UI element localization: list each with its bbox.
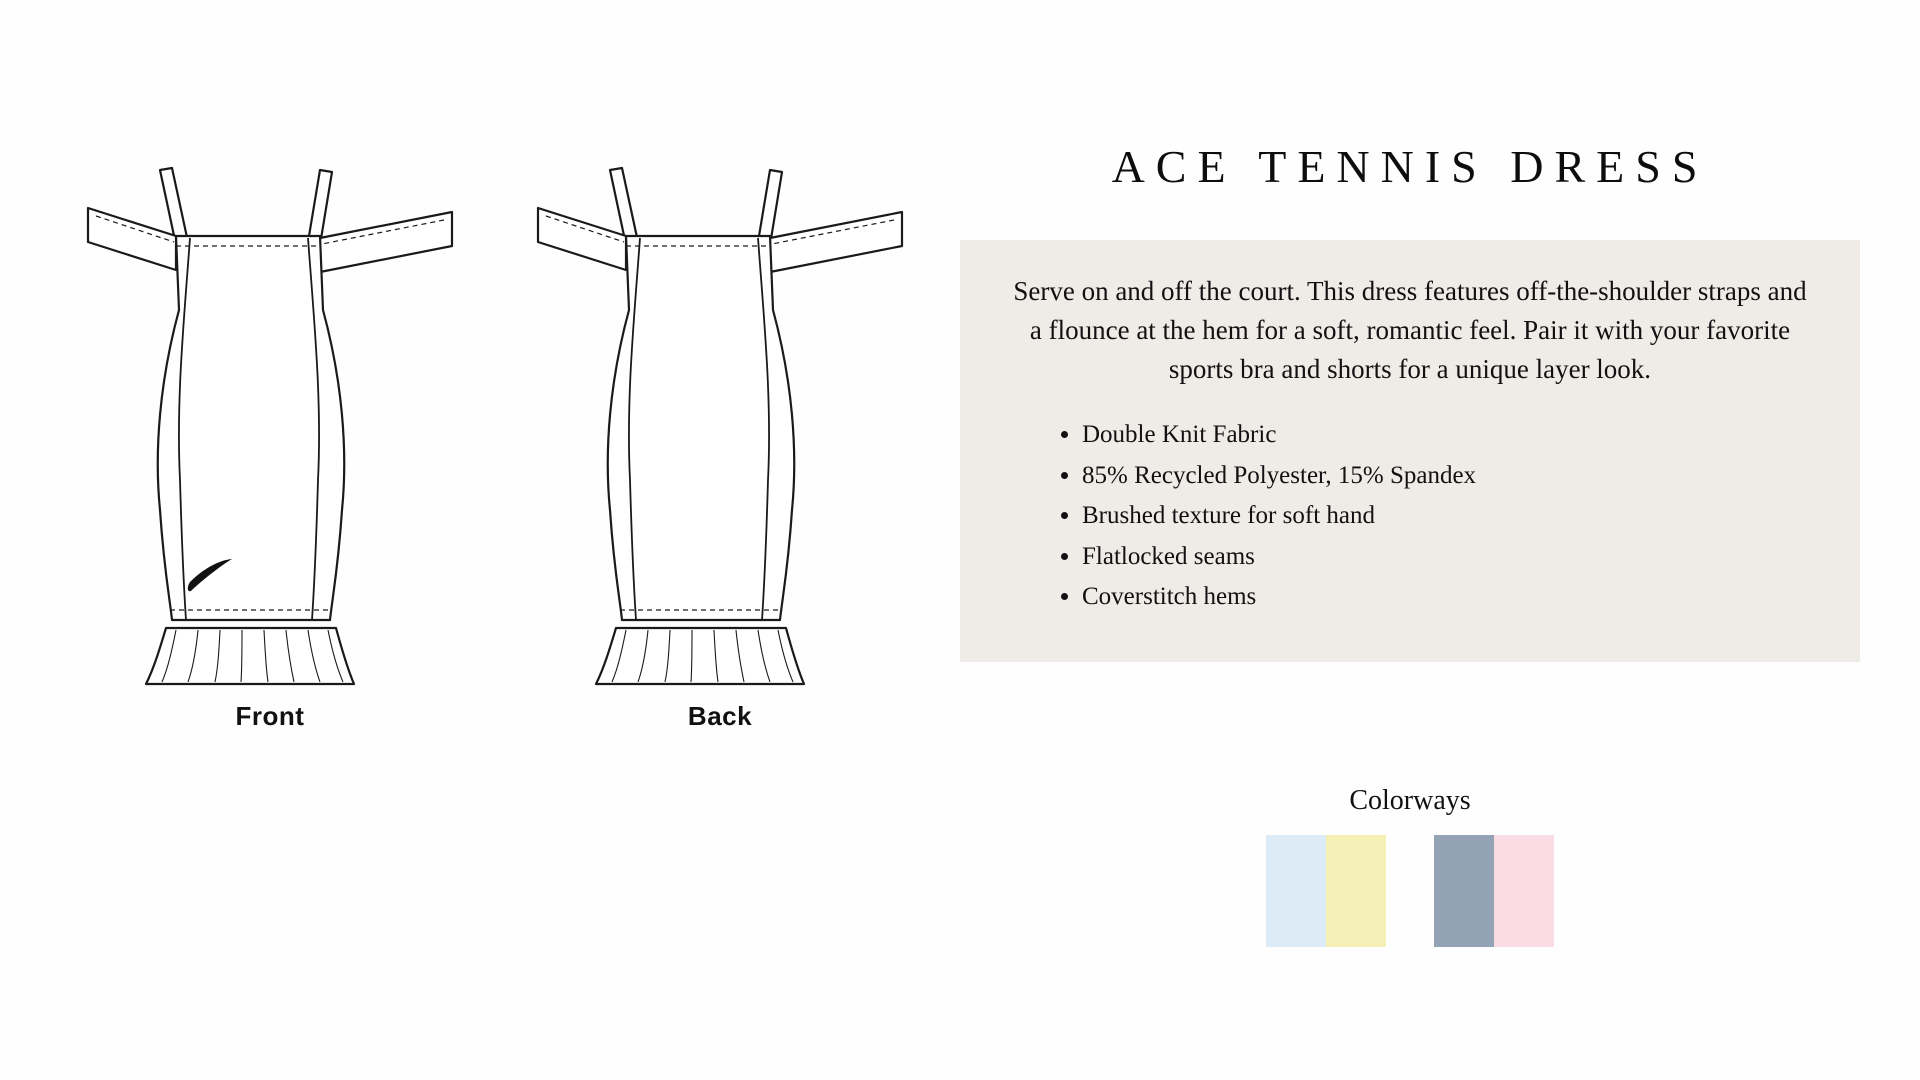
- swatch-pale-pink[interactable]: [1494, 835, 1554, 947]
- front-dress-sketch: [80, 150, 460, 690]
- colorways-label: Colorways: [1349, 785, 1471, 816]
- list-item: • Flatlocked seams: [1082, 537, 1808, 578]
- swatch-ice-blue[interactable]: [1266, 835, 1326, 947]
- colorway-swatch-row: [960, 835, 1860, 947]
- swatch-slate-blue[interactable]: [1434, 835, 1494, 947]
- colorways-section: [960, 785, 1860, 947]
- back-view-group: [530, 150, 910, 732]
- front-view-label: Front: [235, 701, 305, 731]
- back-dress-sketch: [530, 150, 910, 690]
- list-item: • Brushed texture for soft hand: [1082, 496, 1808, 537]
- feature-list: [1012, 415, 1808, 618]
- colorway-option-1[interactable]: [1266, 835, 1386, 947]
- list-item: • Coverstitch hems: [1082, 577, 1808, 618]
- product-description: Serve on and off the court. This dress features off-the-shoulder straps and a flounce at the hem for a soft, romantic feel. Pair it with your favorite sports bra and shorts for a unique layer look.: [1013, 276, 1807, 385]
- list-item: • Double Knit Fabric: [1082, 415, 1808, 456]
- colorway-option-2[interactable]: [1434, 835, 1554, 947]
- page-title: ACE TENNIS DRESS: [1111, 141, 1709, 192]
- swatch-pale-yellow[interactable]: [1326, 835, 1386, 947]
- back-view-label: Back: [687, 701, 753, 731]
- product-info-panel: [960, 0, 1920, 1080]
- front-view-group: [80, 150, 460, 732]
- description-box: [960, 240, 1860, 662]
- list-item: • 85% Recycled Polyester, 15% Spandex: [1082, 456, 1808, 497]
